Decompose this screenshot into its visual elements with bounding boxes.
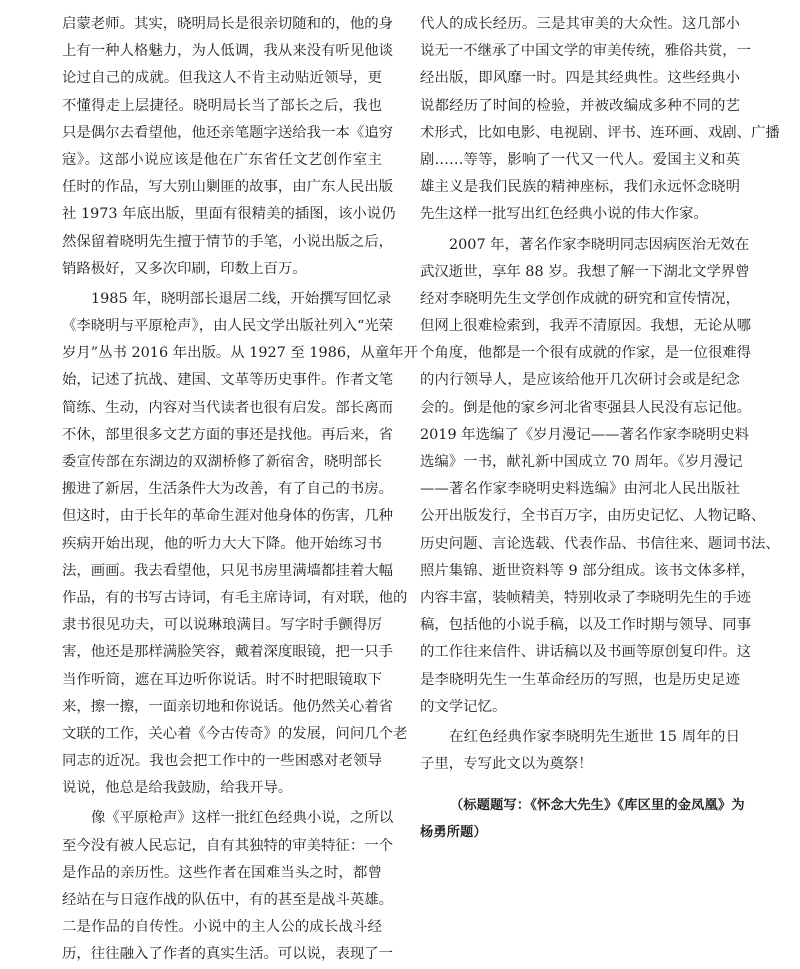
text-line: 只是偶尔去看望他，他还亲笔题字送给我一本《追穷 [62, 124, 393, 141]
text-line: 社 1973 年底出版，里面有很精美的插图，该小说仍 [62, 206, 396, 223]
text-line: 1985 年，晓明部长退居二线，开始撰写回忆录 [91, 290, 392, 307]
text-line: 经出版，即风靡一时。四是其经典性。这些经典小 [420, 70, 740, 87]
text-line: 但网上很难检索到，我弄不清原因。我想，无论从哪 [420, 318, 751, 335]
text-line: 寇》。这部小说应该是他在广东省任文艺创作室主 [62, 151, 382, 168]
paragraph [420, 11, 780, 229]
text-line: 始，记述了抗战、建国、文革等历史事件。作者文笔 [62, 372, 393, 389]
text-line: 上有一种人格魅力，为人低调，我从来没有听见他谈 [62, 43, 393, 60]
text-line: 害，他还是那样满脸笑容，戴着深度眼镜，把一只手 [62, 644, 393, 661]
text-line: 照片集锦、逝世资料等 9 部分组成。该书文体多样， [420, 562, 755, 579]
text-line: 的工作往来信件、讲话稿以及书画等原创复印件。这 [420, 644, 751, 661]
text-line: 隶书很见功夫，可以说琳琅满目。写字时手颤得厉 [62, 617, 382, 634]
text-line: 同志的近况。我也会把工作中的一些困惑对老领导 [62, 753, 382, 770]
text-line: 论过自己的成就。但我这人不肯主动贴近领导，更 [62, 70, 382, 87]
text-line: 不休，部里很多文艺方面的事还是找他。再后来，省 [62, 426, 393, 443]
text-line: 选编》一书，献礼新中国成立 70 周年。《岁月漫记 [420, 454, 743, 470]
text-line: 内容丰富，装帧精美，特别收录了李晓明先生的手迹 [420, 589, 751, 606]
left-column [62, 11, 418, 969]
text-line: 在红色经典作家李晓明先生逝世 15 周年的日 [449, 728, 740, 745]
right-column [420, 11, 780, 847]
paragraph [420, 724, 740, 778]
text-line: 文联的工作，关心着《今古传奇》的发展，问问几个老 [62, 725, 408, 742]
text-line: 搬进了新居，生活条件大为改善，有了自己的书房。 [62, 481, 393, 498]
text-line: 但这时，由于长年的革命生涯对他身体的伤害，几种 [62, 508, 393, 525]
text-line: 会的。倒是他的家乡河北省枣强县人民没有忘记他。 [420, 399, 751, 416]
text-line: 当作听筒，遮在耳边听你说话。时不时把眼镜取下 [62, 671, 382, 688]
text-line: 历史问题、言论选载、代表作品、书信往来、题词书法、 [420, 535, 780, 552]
text-line: 公开出版发行，全书百万字，由历史记忆、人物记略、 [420, 508, 766, 525]
text-line: ——著名作家李晓明史料选编》由河北人民出版社 [420, 481, 740, 498]
text-line: 2007 年，著名作家李晓明同志因病医治无效在 [449, 236, 750, 253]
title-calligraphy-caption [420, 792, 745, 846]
text-line: 经站在与日寇作战的队伍中，有的甚至是战斗英雄。 [62, 892, 393, 908]
text-line: 经对李晓明先生文学创作成就的研究和宣传情况， [420, 290, 740, 307]
text-line: 任时的作品，写大别山剿匪的故事，由广东人民出版 [62, 179, 393, 196]
text-line: 《李晓明与平原枪声》，由人民文学出版社列入“光荣 [62, 318, 394, 335]
text-line: 启蒙老师。其实，晓明局长是很亲切随和的，他的身 [62, 16, 393, 32]
text-line: 历，往往融入了作者的真实生活。可以说，表现了一 [62, 946, 393, 963]
caption-line: （标题题写：《怀念大先生》《库区里的金凤凰》为 [450, 798, 745, 814]
text-line: 稿，包括他的小说手稿，以及工作时期与领导、同事 [420, 617, 751, 634]
text-line: 代人的成长经历。三是其审美的大众性。这几部小 [420, 16, 740, 32]
text-line: 疾病开始出现，他的听力大大下降。他开始练习书 [62, 535, 382, 552]
paragraph [62, 11, 396, 283]
text-line: 来，擦一擦，一面亲切地和你说话。他仍然关心着省 [62, 698, 393, 715]
text-line: 至今没有被人民忘记，自有其独特的审美特征：一个 [62, 837, 393, 854]
text-line: 子里，专写此文以为奠祭！ [420, 756, 593, 773]
text-line: 销路极好，又多次印刷，印数上百万。 [62, 260, 307, 277]
text-line: 说无一不继承了中国文学的审美传统，雅俗共赏，一 [420, 43, 751, 60]
text-line: 的内行领导人，是应该给他开几次研讨会或是纪念 [420, 372, 740, 389]
text-line: 剧……等等，影响了一代又一代人。爱国主义和英 [420, 151, 740, 168]
text-line: 说都经历了时间的检验，并被改编成多种不同的艺 [420, 97, 740, 114]
text-line: 简练、生动，内容对当代读者也很有启发。部长离而 [62, 399, 393, 416]
paragraph [420, 232, 780, 721]
text-line: 作品，有的书写古诗词，有毛主席诗词，有对联，他的 [62, 589, 408, 606]
text-line: 然保留着晓明先生擅于情节的手笔，小说出版之后， [62, 233, 393, 250]
text-line: 的文学记忆。 [420, 698, 507, 715]
text-line: 二是作品的自传性。小说中的主人公的成长战斗经 [62, 919, 382, 936]
text-line: 是作品的亲历性。这些作者在国难当头之时，都曾 [62, 864, 382, 881]
text-line: 法，画画。我去看望他，只见书房里满墙都挂着大幅 [62, 562, 393, 579]
text-line: 术形式，比如电影、电视剧、评书、连环画、戏剧、广播 [420, 124, 780, 141]
paragraph [62, 805, 394, 968]
text-line: 2019 年选编了《岁月漫记——著名作家李晓明史料 [420, 426, 750, 443]
text-line: 岁月”丛书 2016 年出版。从 1927 至 1986，从童年开 [62, 345, 418, 362]
text-line: 先生这样一批写出红色经典小说的伟大作家。 [420, 206, 708, 223]
text-line: 雄主义是我们民族的精神座标，我们永远怀念晓明 [420, 179, 740, 196]
text-line: 个角度，他都是一个很有成就的作家，是一位很难得 [420, 345, 751, 362]
text-line: 不懂得走上层捷径。晓明局长当了部长之后，我也 [62, 97, 382, 114]
text-line: 武汉逝世，享年 88 岁。我想了解一下湖北文学界曾 [420, 263, 750, 280]
text-line: 委宣传部在东湖边的双湖桥修了新宿舍，晓明部长 [62, 454, 382, 470]
text-line: 像《平原枪声》这样一批红色经典小说，之所以 [91, 810, 394, 827]
text-line: 是李晓明先生一生革命经历的写照，也是历史足迹 [420, 671, 740, 688]
caption-line: 杨勇所题） [420, 825, 487, 841]
text-line: 说说，他总是给我鼓励，给我开导。 [62, 780, 293, 797]
paragraph [62, 286, 418, 803]
